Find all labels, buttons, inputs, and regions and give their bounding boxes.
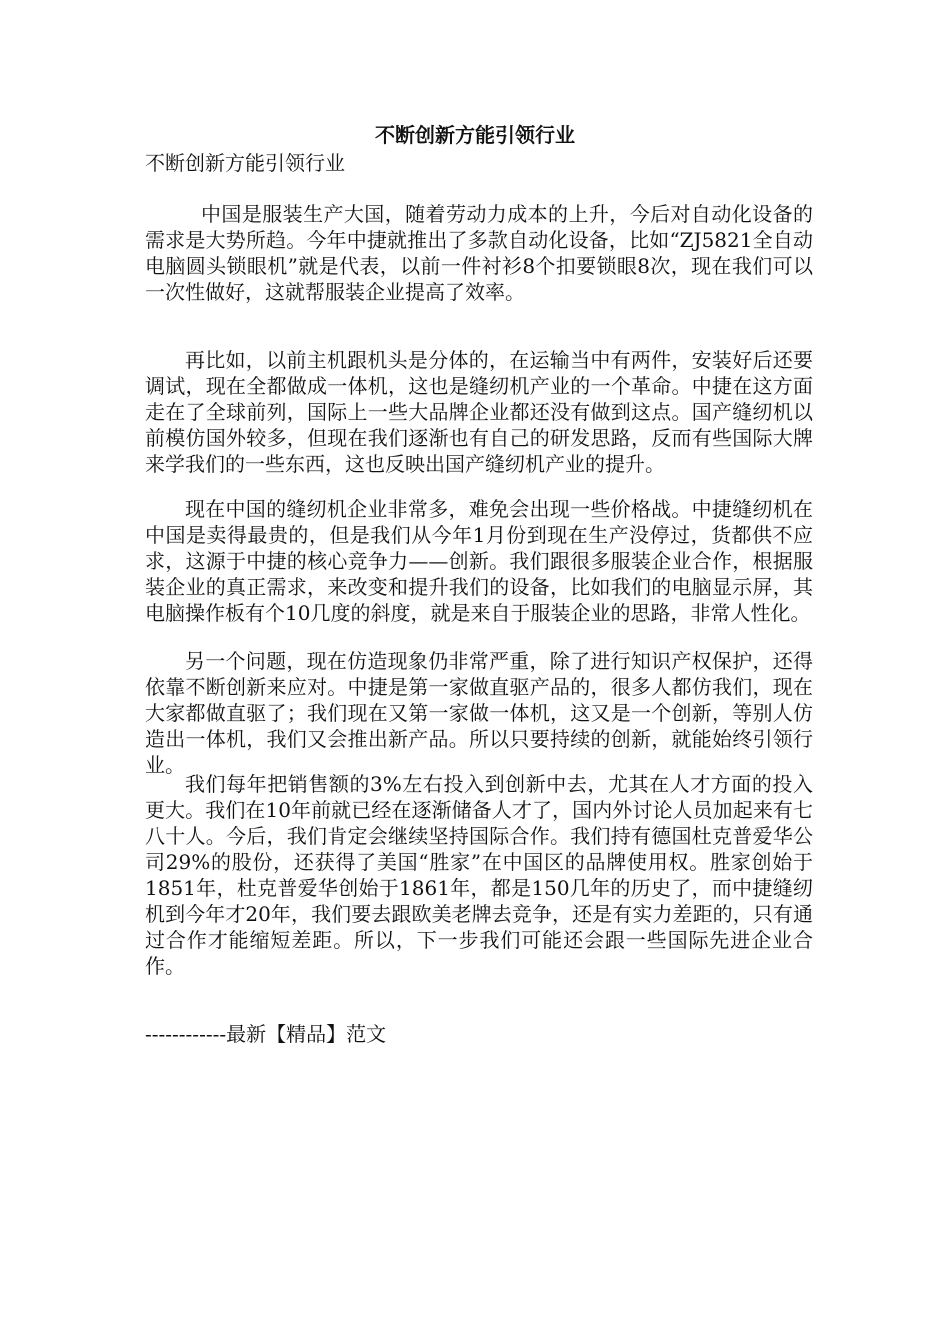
- document-title: 不断创新方能引领行业: [375, 123, 575, 147]
- document-footer: ------------最新【精品】范文: [145, 1022, 387, 1046]
- paragraph-3: 现在中国的缝纫机企业非常多，难免会出现一些价格战。中捷缝纫机在中国是卖得最贵的，但是我们从今年1月份到现在生产没停过，货都供不应求，这源于中捷的核心竞争力——创新。我们跟很多服装企业合作，根据服装企业的真正需求，来改变和提升我们的设备，比如我们的电脑显示屏，其电脑操作板有个10几度的斜度，就是来自于服装企业的思路，非常人性化。: [145, 497, 813, 625]
- paragraph-2: 再比如，以前主机跟机头是分体的，在运输当中有两件，安装好后还要调试，现在全都做成一体机，这也是缝纫机产业的一个革命。中捷在这方面走在了全球前列，国际上一些大品牌企业都还没有做到这点。国产缝纫机以前模仿国外较多，但现在我们逐渐也有自己的研发思路，反而有些国际大牌来学我们的一些东西，这也反映出国产缝纫机产业的提升。: [145, 348, 813, 476]
- paragraph-5: 我们每年把销售额的3%左右投入到创新中去，尤其在人才方面的投入更大。我们在10年前就已经在逐渐储备人才了，国内外讨论人员加起来有七八十人。今后，我们肯定会继续坚持国际合作。我们持有德国杜克普爱华公司29%的股份，还获得了美国“胜家”在中国区的品牌使用权。胜家创始于1851年，杜克普爱华创始于1861年，都是150几年的历史了，而中捷缝纫机到今年才20年，我们要去跟欧美老牌去竞争，还是有实力差距的，只有通过合作才能缩短差距。所以，下一步我们可能还会跟一些国际先进企业合作。: [145, 772, 813, 978]
- document-subtitle: 不断创新方能引领行业: [145, 151, 345, 175]
- paragraph-1: 中国是服装生产大国，随着劳动力成本的上升，今后对自动化设备的需求是大势所趋。今年中捷就推出了多款自动化设备，比如“ZJ5821全自动电脑圆头锁眼机”就是代表，以前一件衬衫8个扣要锁眼8次，现在我们可以一次性做好，这就帮服装企业提高了效率。: [145, 202, 813, 304]
- paragraph-4: 另一个问题，现在仿造现象仍非常严重，除了进行知识产权保护，还得依靠不断创新来应对。中捷是第一家做直驱产品的，很多人都仿我们，现在大家都做直驱了；我们现在又第一家做一体机，这又是一个创新，等别人仿造出一体机，我们又会推出新产品。所以只要持续的创新，就能始终引领行业。: [145, 649, 813, 777]
